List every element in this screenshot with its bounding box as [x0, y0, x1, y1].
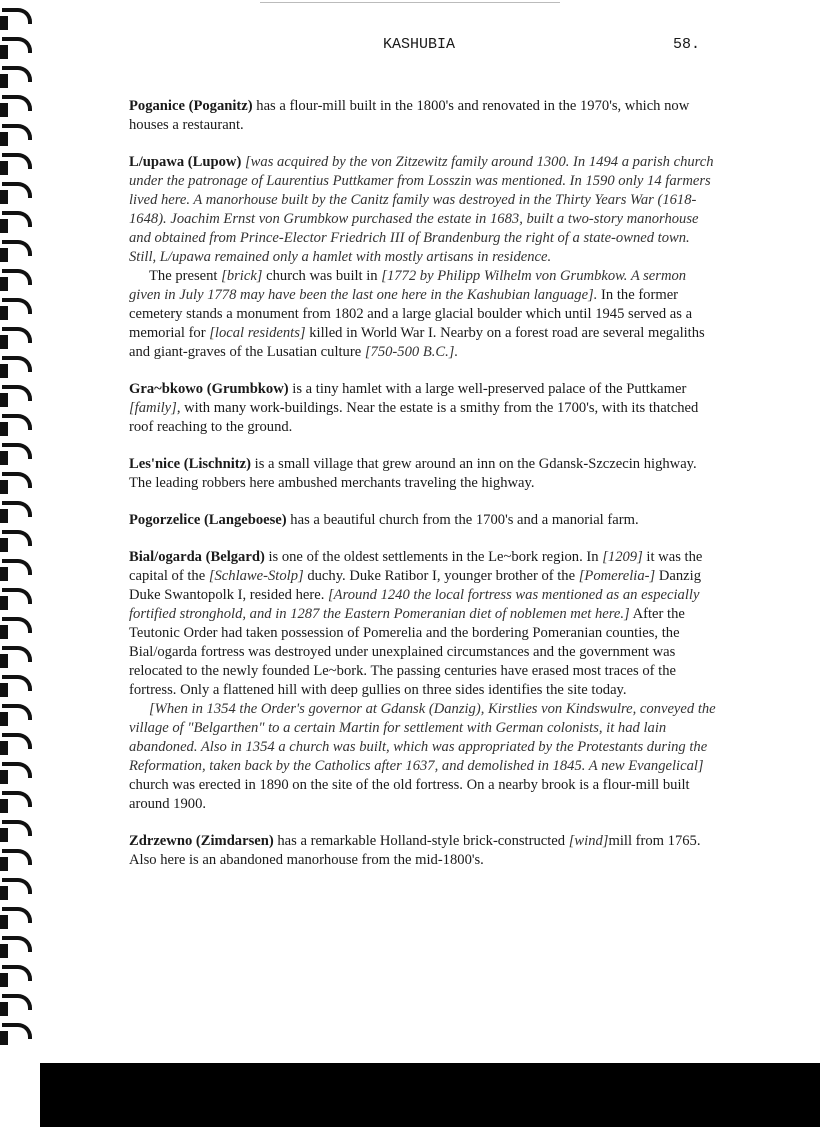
binding-ring	[2, 153, 32, 169]
entry-paragraph	[129, 380, 719, 437]
binding-ring	[2, 66, 32, 82]
binding-ring	[2, 849, 32, 865]
binding-ring	[2, 994, 32, 1010]
binding-ring	[2, 704, 32, 720]
binding-ring	[2, 124, 32, 140]
bracketed-note: [family]	[129, 400, 177, 416]
binding-ring	[2, 907, 32, 923]
binding-ring	[2, 501, 32, 517]
bracketed-note: [Schlawe-Stolp]	[208, 568, 304, 584]
binding-ring	[2, 1023, 32, 1039]
binding-ring	[2, 182, 32, 198]
entry-paragraph	[129, 511, 719, 530]
binding-ring	[2, 443, 32, 459]
text-run: killed in World War I. Nearby on a forest road are several megaliths and giant-graves of the Lusatian culture	[129, 325, 705, 360]
bracketed-note: [When in 1354 the Order's governor at Gdansk (Danzig), Kirstlies von Kindswulre, conveyed the village of "Belgarthen" to a certain Martin for settlement with German colonists, it had lain abandoned. Also in 1354 a church was built, which was appropriated by the Protestants during the Reformation, taken back by the Catholics after 1637, and demolished in 1845. A new Evangelical]	[129, 701, 716, 774]
entry-heading: Zdrzewno (Zimdarsen)	[129, 833, 274, 849]
entry-paragraph	[129, 97, 719, 135]
running-title: KASHUBIA	[383, 36, 456, 53]
text-run: has a flour-mill built in the 1800's and renovated in the 1970's, which now houses a restaurant.	[129, 98, 690, 133]
binding-ring	[2, 675, 32, 691]
binding-ring	[2, 269, 32, 285]
binding-ring	[2, 37, 32, 53]
bracketed-note: [was acquired by the von Zitzewitz family around 1300. In 1494 a parish church under the patronage of Laurentius Puttkamer from Losszin was mentioned. In 1590 only 14 farmers lived here. A manorhouse built by the Canitz family was destroyed in the Thirty Years War (1618-1648). Joachim Ernst von Grumbkow purchased the estate in 1683, built a two-story manorhouse and obtained from Prince-Elector Friedrich III of Brandenburg the right of a state-owned town. Still, L/upawa remained only a hamlet with mostly artisans in residence.	[129, 154, 714, 265]
entry-heading: Poganice (Poganitz)	[129, 98, 253, 114]
scan-dark-border	[40, 1063, 820, 1127]
entry-paragraph	[129, 832, 719, 870]
bracketed-note: [750-500 B.C.].	[364, 344, 459, 360]
text-run: church was built in	[262, 268, 382, 284]
binding-ring	[2, 327, 32, 343]
binding-ring	[2, 298, 32, 314]
binding-ring	[2, 240, 32, 256]
entry-paragraph	[129, 153, 719, 267]
page-body	[129, 97, 719, 888]
text-run: duchy. Duke Ratibor I, younger brother of the	[303, 568, 579, 584]
binding-ring	[2, 559, 32, 575]
spiral-binding	[0, 0, 40, 1127]
bracketed-note: [1209]	[602, 549, 643, 565]
binding-ring	[2, 965, 32, 981]
binding-ring	[2, 878, 32, 894]
text-run: is one of the oldest settlements in the Le~bork region. In	[264, 549, 603, 565]
binding-ring	[2, 211, 32, 227]
binding-ring	[2, 588, 32, 604]
entry-heading: Gra~bkowo (Grumbkow)	[129, 381, 289, 397]
binding-ring	[2, 791, 32, 807]
binding-ring	[2, 414, 32, 430]
binding-ring	[2, 646, 32, 662]
binding-ring	[2, 95, 32, 111]
binding-ring	[2, 936, 32, 952]
binding-ring	[2, 617, 32, 633]
text-run: , with many work-buildings. Near the estate is a smithy from the 1700's, with its thatched roof reaching to the ground.	[129, 400, 699, 435]
text-run: has a beautiful church from the 1700's and a manorial farm.	[286, 512, 639, 528]
text-run: it was the capital of the	[129, 549, 703, 584]
continuation-paragraph	[129, 700, 719, 814]
entry-heading: Bial/ogarda (Belgard)	[129, 549, 265, 565]
entry-heading: Pogorzelice (Langeboese)	[129, 512, 287, 528]
page-header	[40, 36, 820, 58]
bracketed-note: [Pomerelia-]	[578, 568, 656, 584]
bracketed-note: [brick]	[221, 268, 263, 284]
text-run: mill from 1765. Also here is an abandoned manorhouse from the mid-1800's.	[129, 833, 701, 868]
text-run: Danzig Duke Swantopolk I, resided here.	[129, 568, 701, 603]
text-run: is a small village that grew around an inn on the Gdansk-Szczecin highway. The leading robbers here ambushed merchants traveling the highway.	[129, 456, 697, 491]
binding-ring	[2, 472, 32, 488]
bracketed-note: [wind]	[568, 833, 609, 849]
text-run: is a tiny hamlet with a large well-preserved palace of the Puttkamer	[288, 381, 687, 397]
scan-edge-line	[260, 2, 560, 3]
bracketed-note: [local residents]	[209, 325, 306, 341]
binding-ring	[2, 8, 32, 24]
binding-ring	[2, 733, 32, 749]
binding-ring	[2, 762, 32, 778]
binding-ring	[2, 820, 32, 836]
text-run: church was erected in 1890 on the site of the old fortress. On a nearby brook is a flour-mill built around 1900.	[129, 777, 690, 812]
text-run: In the former cemetery stands a monument from 1802 and a large glacial boulder which until 1945 served as a memorial for	[129, 287, 693, 341]
text-run: has a remarkable Holland-style brick-constructed	[273, 833, 569, 849]
continuation-paragraph	[129, 267, 719, 362]
entry-heading: L/upawa (Lupow)	[129, 154, 242, 170]
text-run: After the Teutonic Order had taken possession of Pomerelia and the bordering Pomeranian counties, the Bial/ogarda fortress was destroyed under unexplained circumstances and the government was relocated to the newly founded Le~bork. The passing centuries have erased most traces of the fortress. Only a flattened hill with deep gullies on three sides identifies the site today.	[129, 606, 685, 698]
entry-paragraph	[129, 548, 719, 700]
binding-ring	[2, 356, 32, 372]
bracketed-note: [1772 by Philipp Wilhelm von Grumbkow. A sermon given in July 1778 may have been the last one here in the Kashubian language].	[129, 268, 687, 303]
text-run: The present	[149, 268, 222, 284]
bracketed-note: [Around 1240 the local fortress was mentioned as an especially fortified stronghold, and in 1287 the Eastern Pomeranian diet of noblemen met here.]	[129, 587, 700, 622]
binding-ring	[2, 385, 32, 401]
binding-ring	[2, 530, 32, 546]
page-number: 58.	[673, 36, 701, 53]
entry-heading: Les'nice (Lischnitz)	[129, 456, 252, 472]
entry-paragraph	[129, 455, 719, 493]
